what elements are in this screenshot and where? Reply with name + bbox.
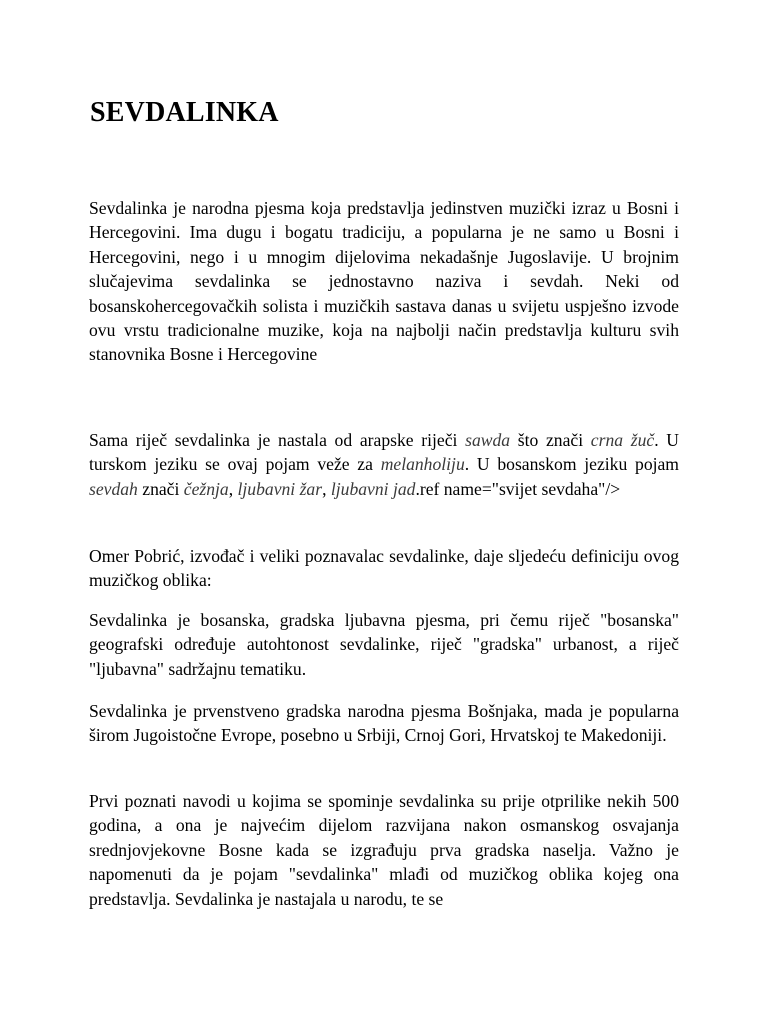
italic-term-sevdah: sevdah: [89, 478, 138, 499]
paragraph-intro: Sevdalinka je narodna pjesma koja predstavlja jedinstven muzički izraz u Bosni i Hercegovini. Ima dugu i bogatu tradiciju, a popularna je ne samo u Bosni i Hercegovini, nego i u mnogim dijelovima nekadašnje Jugoslavije. U brojnim slučajevima sevdalinka se jednostavno naziva i sevdah. Neki od bosanskohercegovačkih solista i muzičkih sastava danas u svijetu uspješno izvode ovu vrstu tradicionalne muzike, koja na najbolji način predstavlja kulturu svih stanovnika Bosne i Hercegovine: [89, 198, 679, 365]
text-run: . U turskom jeziku se ovaj pojam veže za: [89, 430, 679, 475]
text-run: .ref name="svijet sevdaha"/>: [415, 478, 621, 499]
text-run: . U bosanskom jeziku pojam: [464, 454, 679, 475]
italic-term-ljubavni-jad: ljubavni jad: [330, 478, 416, 499]
italic-term-melanholiju: melanholiju: [380, 454, 465, 475]
italic-term-crna-zuc: crna žuč: [590, 430, 655, 450]
paragraph-history: Prvi poznati navodi u kojima se spominje sevdalinka su prije otprilike nekih 500 godina, a ona je najvećim dijelom razvijana nakon osmanskog osvajanja srednjovjekovne Bosne kada se izgrađuju prva gradska naselja. Važno je napomenuti da je pojam "sevdalinka" mlađi od muzičkog oblika kojeg ona predstavlja. Sevdalinka je nastajala u narodu, te se: [89, 791, 679, 909]
italic-term-sawda: sawda: [465, 430, 511, 450]
text-run: što znači: [510, 430, 591, 450]
text-run: ,: [322, 478, 331, 499]
text-run: znači: [137, 478, 184, 499]
paragraph-popularity: Sevdalinka je prvenstveno gradska narodna pjesma Bošnjaka, mada je popularna širom Jugoistočne Evrope, posebno u Srbiji, Crnoj Gori, Hrvatskoj te Makedoniji.: [89, 701, 679, 746]
text-run: Sama riječ sevdalinka je nastala od arapske riječi: [89, 430, 466, 450]
paragraph-definition: Sevdalinka je bosanska, gradska ljubavna pjesma, pri čemu riječ "bosanska" geografski određuje autohtonost sevdalinke, riječ "gradska" urbanost, a riječ "ljubavna" sadržajnu tematiku.: [89, 610, 679, 679]
paragraph-etymology: [89, 428, 679, 501]
paragraph-definition-intro: Omer Pobrić, izvođač i veliki poznavalac sevdalinke, daje sljedeću definiciju ovog muzičkog oblika:: [89, 546, 679, 591]
italic-term-ljubavni-zar: ljubavni žar: [237, 478, 323, 499]
text-run: ,: [228, 478, 238, 499]
document-title: SEVDALINKA: [90, 97, 279, 128]
italic-term-ceznja: čežnja: [183, 478, 229, 499]
